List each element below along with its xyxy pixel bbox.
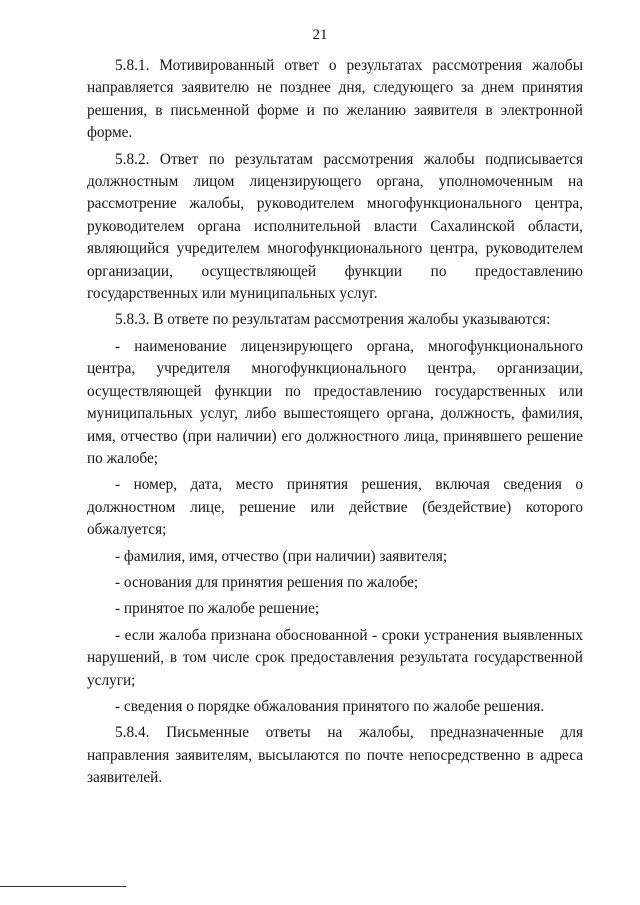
paragraph-5-8-3: 5.8.3. В ответе по результатам рассмотрения жалобы указываются:	[115, 311, 551, 329]
page-number: 21	[312, 27, 328, 43]
list-item-grounds: - основания для принятия решения по жалобе;	[115, 573, 419, 591]
paragraph-5-8-1: 5.8.1. Мотивированный ответ о результатах рассмотрения жалобы направляется заявителю не позднее дня, следующего за днем принятия решения, в письменной форме и по желанию заявителя в электронной форме.	[87, 57, 583, 142]
document-body	[87, 55, 583, 794]
paragraph-5-8-2: 5.8.2. Ответ по результатам рассмотрения жалобы подписывается должностным лицом лицензирующего органа, уполномоченным на рассмотрение жалобы, руководителем многофункционального центра, руководителем органа исполнительной власти Сахалинской области, являющийся учредителем многофункционального центра, руководителем организации, осуществляющей функции по предоставлению государственных или муниципальных услуг.	[87, 150, 583, 303]
list-item-decision: - принятое по жалобе решение;	[115, 600, 320, 618]
footnote-separator	[0, 886, 126, 887]
list-item-remedy-terms: - если жалоба признана обоснованной - сроки устранения выявленных нарушений, в том числе срок предоставления результата государственной услуги;	[87, 626, 583, 689]
list-item-authority: - наименование лицензирующего органа, многофункционального центра, учредителя многофункционального центра, организации, осуществляющей функции по предоставлению государственных или муниципальных услуг, либо вышестоящего органа, должность, фамилия, имя, отчество (при наличии) его должностного лица, принявшего решение по жалобе;	[87, 337, 583, 467]
paragraph-5-8-4: 5.8.4. Письменные ответы на жалобы, предназначенные для направления заявителям, высылаются по почте непосредственно в адреса заявителей.	[87, 724, 583, 787]
list-item-applicant-name: - фамилия, имя, отчество (при наличии) заявителя;	[115, 547, 448, 565]
list-item-appeal-procedure: - сведения о порядке обжалования принятого по жалобе решения.	[115, 697, 545, 715]
list-item-decision-details: - номер, дата, место принятия решения, включая сведения о должностном лице, решение или действие (бездействие) которого обжалуется;	[87, 476, 583, 539]
